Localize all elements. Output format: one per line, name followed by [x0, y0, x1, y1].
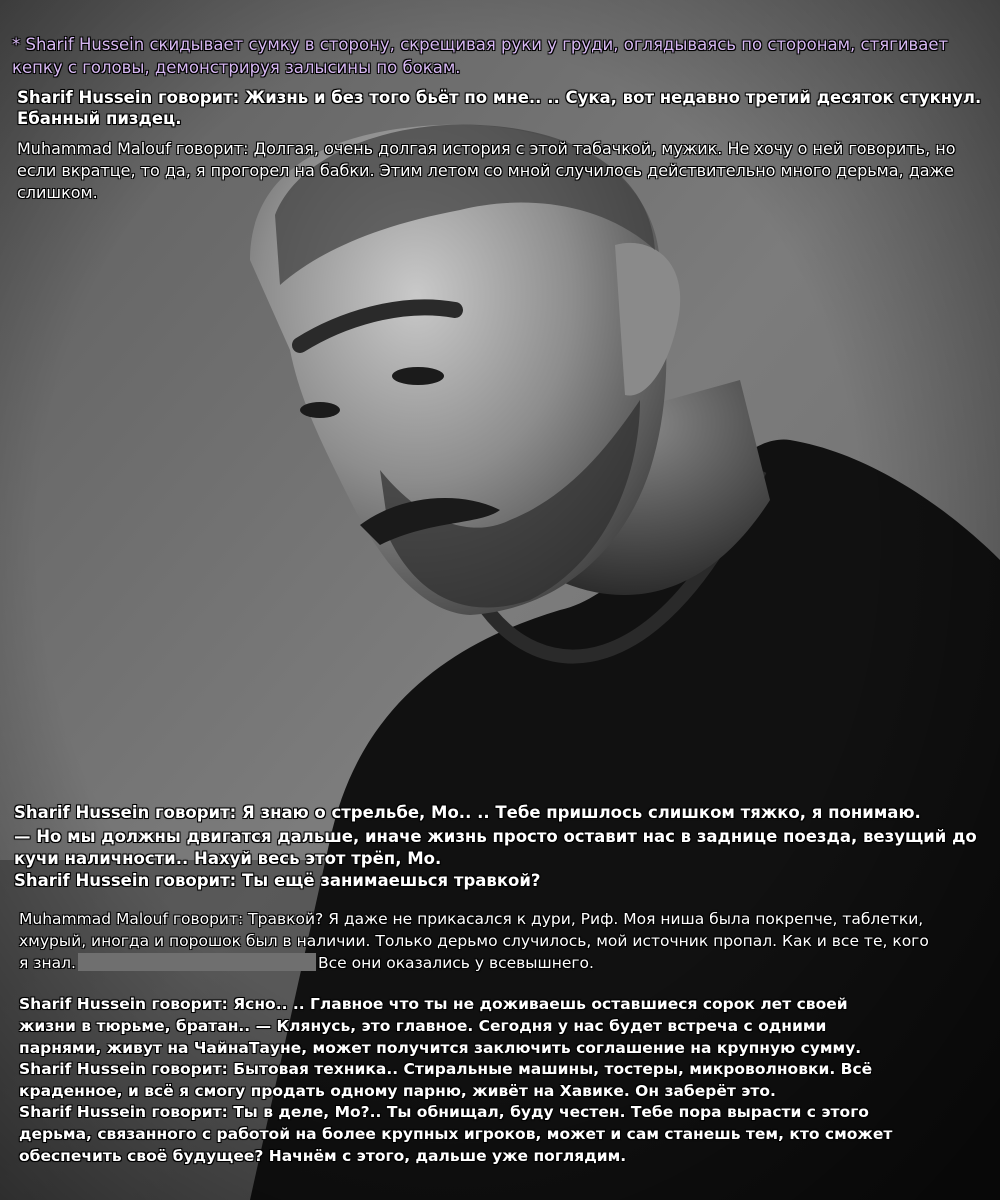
- chat-line-sharif-3: — Но мы должны двигатся дальше, иначе жизнь просто оставит нас в заднице поезда, везущий до кучи наличности.. Нахуй весь этот трёп, Мо.: [14, 827, 977, 868]
- chat-line-muhammad-1: Muhammad Malouf говорит: Долгая, очень долгая история с этой табачкой, мужик. Не хочу о ней говорить, но если вкратце, то да, я прогорел на бабки. Этим летом со мной случилось действительно много дерьма, даже слишком.: [17, 139, 956, 202]
- chat-line-sharif-4: Sharif Hussein говорит: Ты ещё занимаешься травкой?: [14, 871, 541, 890]
- chat-line-muhammad-2: [19, 908, 939, 974]
- chat-line-sharif-6: Sharif Hussein говорит: Бытовая техника.. Стиральные машины, тостеры, микроволновки. Всё краденное, и всё я смогу продать одному парню, живёт на Хавике. Он заберёт это.: [19, 1060, 873, 1100]
- chat-line-sharif-5: Sharif Hussein говорит: Ясно.. .. Главное что ты не доживаешь оставшиеся сорок лет своей жизни в тюрьме, братан.. — Клянусь, это главное. Сегодня у нас будет встреча с одними парнями, живут на ЧайнаТауне, может получится заключить соглашение на крупную сумму.: [19, 995, 862, 1057]
- chat-line-muhammad-2-text: Muhammad Malouf говорит: Травкой? Я даже не прикасался к дури, Риф. Моя ниша была покрепче, таблетки, хмурый, иногда и порошок был в наличии. Только дерьмо случилось, мой источник пропал. Как и все те, кого я знал.: [19, 910, 929, 972]
- censor-bar: [78, 953, 316, 971]
- chat-line-sharif-1: Sharif Hussein говорит: Жизнь и без того бьёт по мне.. .. Сука, вот недавно третий десяток стукнул. Ебанный пиздец.: [17, 88, 982, 128]
- chat-line-sharif-2: Sharif Hussein говорит: Я знаю о стрельбе, Мо.. .. Тебе пришлось слишком тяжко, я понимаю.: [14, 803, 921, 822]
- chat-line-muhammad-2-end: Все они оказались у всевышнего.: [317, 954, 594, 972]
- chat-me-action: * Sharif Hussein скидывает сумку в сторону, скрещивая руки у груди, оглядываясь по сторонам, стягивает кепку с головы, демонстрируя залысины по бокам.: [12, 35, 949, 77]
- chat-line-sharif-7: Sharif Hussein говорит: Ты в деле, Мо?.. Ты обнищал, буду честен. Тебе пора вырасти с этого дерьма, связанного с работой на более крупных игроков, может и сам станешь тем, кто сможет обеспечить своё будущее? Начнём с этого, дальше уже поглядим.: [19, 1103, 893, 1165]
